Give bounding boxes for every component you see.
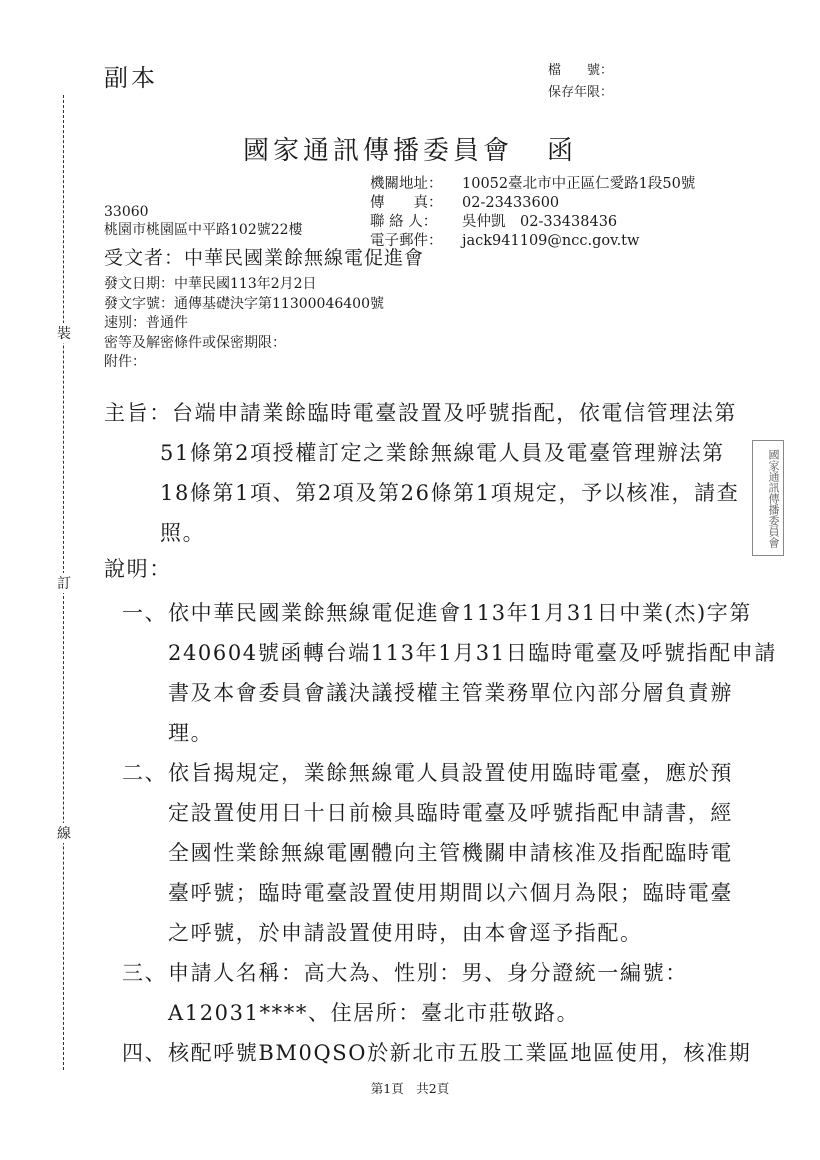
item-line: 理。 bbox=[168, 721, 214, 745]
page-number: 第1頁 共2頁 bbox=[370, 1081, 450, 1096]
title-type: 函 bbox=[547, 136, 578, 166]
binding-label-xian: 線 bbox=[56, 823, 72, 843]
recipient-street: 桃園市桃園區中平路102號22樓 bbox=[104, 222, 303, 238]
recipient-zip: 33060 bbox=[104, 204, 149, 220]
item-line: 之呼號，於申請設置使用時，由本會逕予指配。 bbox=[168, 921, 643, 945]
binding-label-ding: 訂 bbox=[56, 573, 72, 593]
title-agency: 國家通訊傳播委員會 bbox=[242, 136, 513, 166]
document-number: 發文字號：通傳基礎決字第11300046400號 bbox=[104, 295, 384, 312]
recipient-name: 中華民國業餘無線電促進會 bbox=[184, 247, 425, 269]
agency-contact: 吳仲凱 02-33438436 bbox=[462, 214, 618, 230]
explanation-label: 說明： bbox=[104, 557, 172, 581]
document-title bbox=[0, 130, 820, 167]
agency-info bbox=[370, 175, 695, 251]
item-line: A12031****、住居所：臺北市莊敬路。 bbox=[168, 1001, 580, 1025]
item-number: 四、 bbox=[122, 1041, 168, 1065]
item-line: 依中華民國業餘無線電促進會113年1月31日中業(杰)字第 bbox=[168, 601, 752, 625]
email-label: 電子郵件： bbox=[370, 233, 443, 249]
contact-label: 聯 絡 人： bbox=[370, 214, 438, 230]
copy-mark: 副本 bbox=[104, 64, 158, 92]
received-stamp: 國家通訊傳播委員會 bbox=[752, 440, 784, 556]
attachment: 附件： bbox=[104, 354, 146, 370]
subject-label: 主旨： bbox=[104, 401, 172, 425]
recipient-label: 受文者： bbox=[104, 247, 185, 269]
item-line: 臺呼號；臨時電臺設置使用期間以六個月為限；臨時電臺 bbox=[168, 881, 733, 905]
file-info bbox=[548, 60, 613, 104]
item-number: 二、 bbox=[122, 761, 168, 785]
recipient bbox=[104, 243, 424, 270]
address-label: 機關地址： bbox=[370, 176, 443, 192]
item-line: 核配呼號BM0QSO於新北市五股工業區地區使用，核准期 bbox=[168, 1041, 752, 1065]
binding-label-zhuang: 裝 bbox=[56, 323, 72, 343]
fax-label: 傳 真： bbox=[370, 195, 443, 211]
file-number-label: 檔 號： bbox=[548, 63, 614, 78]
subject-line: 51條第2項授權訂定之業餘無線電人員及電臺管理辦法第 bbox=[160, 441, 725, 465]
item-line: 申請人名稱：高大為、性別：男、身分證統一編號： bbox=[168, 961, 688, 985]
subject-line: 18條第1項、第2項及第26條第1項規定，予以核准，請查 bbox=[160, 481, 740, 505]
subject-line: 台端申請業餘臨時電臺設置及呼號指配，依電信管理法第 bbox=[172, 401, 737, 425]
delivery-speed: 速別：普通件 bbox=[104, 315, 188, 331]
item-number: 一、 bbox=[122, 601, 168, 625]
recipient-address bbox=[104, 203, 303, 239]
agency-email: jack941109@ncc.gov.tw bbox=[462, 233, 640, 249]
retention-label: 保存年限： bbox=[548, 85, 614, 100]
secrecy-level: 密等及解密條件或保密期限： bbox=[104, 334, 286, 351]
item-number: 三、 bbox=[122, 961, 168, 985]
item-line: 240604號函轉台端113年1月31日臨時電臺及呼號指配申請 bbox=[168, 641, 777, 665]
item-line: 定設置使用日十日前檢具臨時電臺及呼號指配申請書，經 bbox=[168, 801, 733, 825]
item-line: 書及本會委員會議決議授權主管業務單位內部分層負責辦 bbox=[168, 681, 733, 705]
item-line: 全國性業餘無線電團體向主管機關申請核准及指配臨時電 bbox=[168, 841, 733, 865]
item-line: 依旨揭規定，業餘無線電人員設置使用臨時電臺，應於預 bbox=[168, 761, 733, 785]
agency-address: 10052臺北市中正區仁愛路1段50號 bbox=[462, 176, 696, 192]
agency-fax: 02-23433600 bbox=[462, 195, 560, 211]
subject-line: 照。 bbox=[160, 521, 206, 545]
document-meta bbox=[104, 275, 384, 373]
issue-date: 發文日期：中華民國113年2月2日 bbox=[104, 276, 317, 292]
